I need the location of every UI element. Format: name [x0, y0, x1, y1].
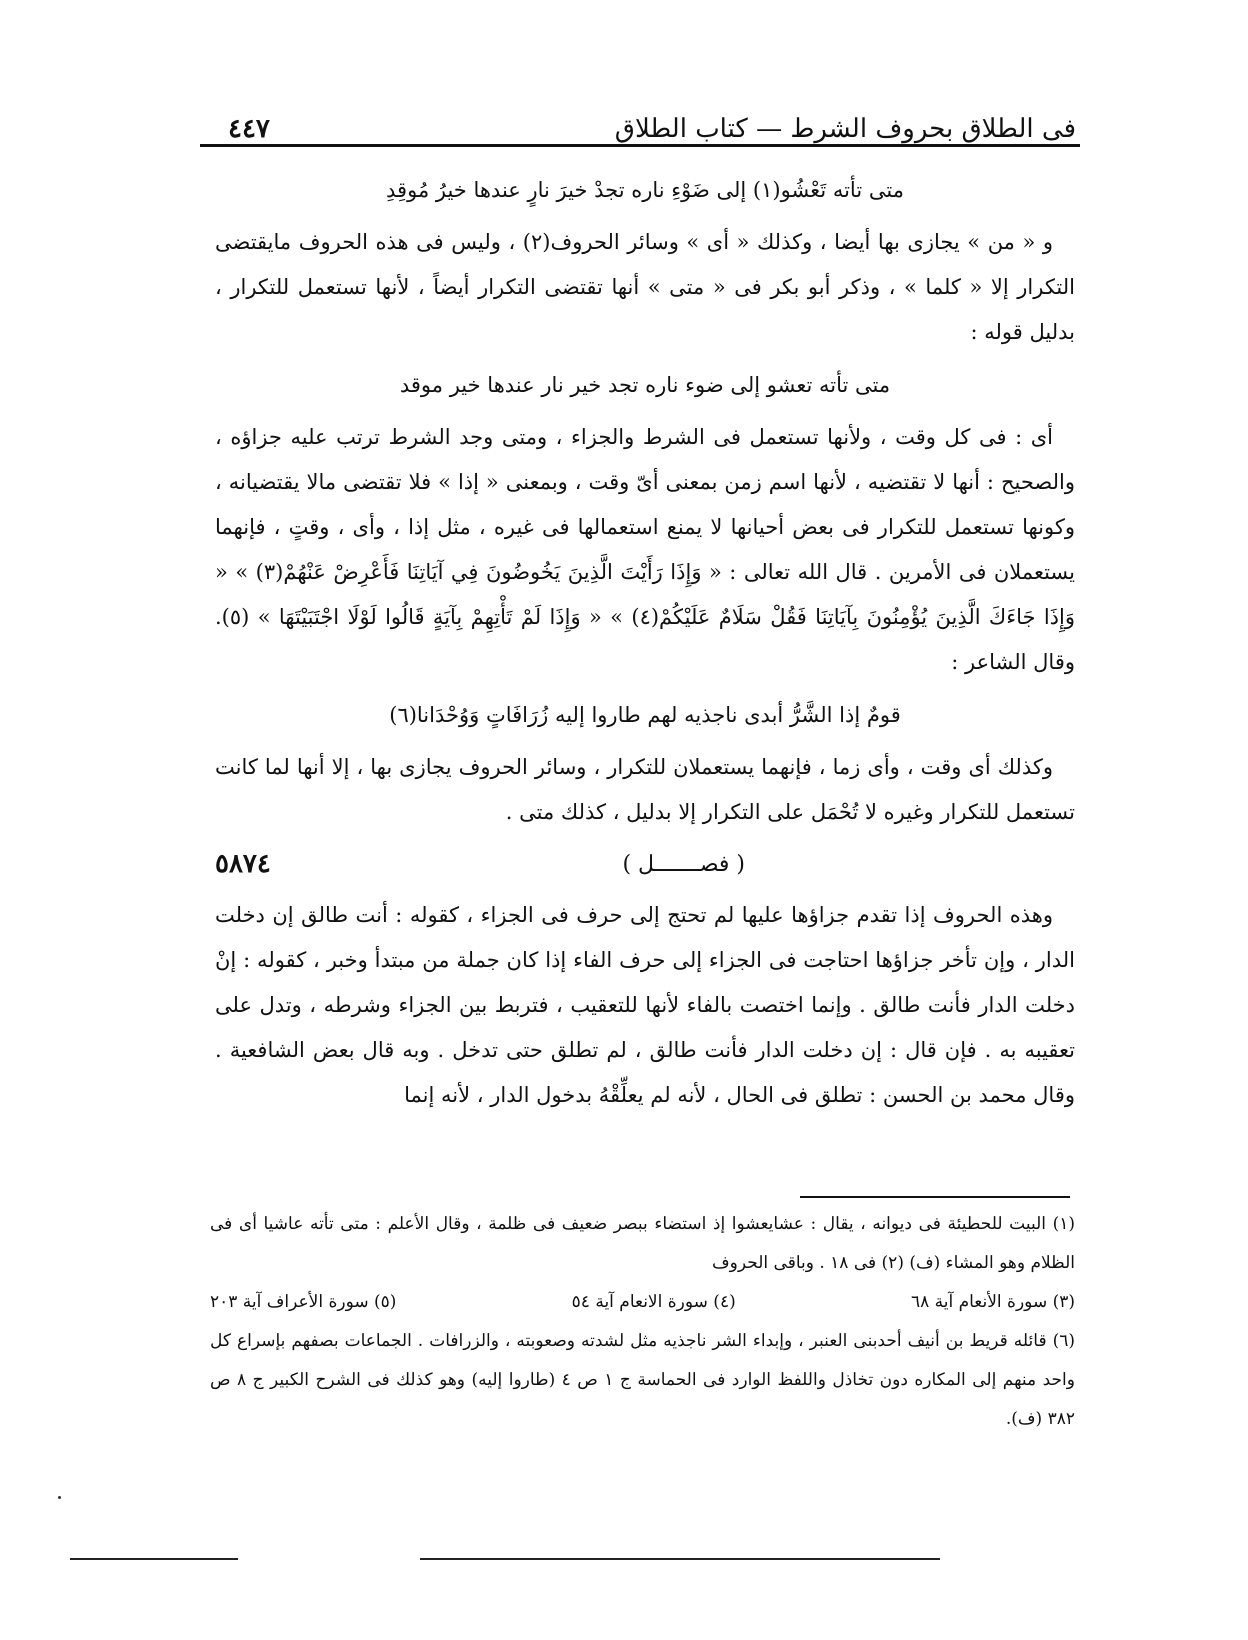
footnotes [210, 1205, 1075, 1439]
section-heading [215, 839, 1075, 889]
paragraph-1: و « من » يجازى بها أيضا ، وكذلك « أى » وسائر الحروف(٢) ، وليس فى هذه الحروف مايقتضى التكرار إلا « كلما » ، وذكر أبو بكر فى « متى » أنها تقتضى التكرار أيضاً ، لأنها تستعمل للتكرار ، بدليل قوله : [215, 230, 1075, 344]
paragraph-3: وكذلك أى وقت ، وأى زما ، فإنهما يستعملان للتكرار ، وسائر الحروف يجازى بها ، إلا أنها لما كانت تستعمل للتكرار وغيره لا تُحْمَل على التكرار إلا بدليل ، كذلك متى . [215, 755, 1075, 824]
footnote-row [210, 1283, 1075, 1322]
footnote-3: (٣) سورة الأنعام آية ٦٨ [910, 1292, 1075, 1312]
section-title: ( فصـــــــل ) [622, 851, 745, 877]
section-number: ٥٨٧٤ [215, 848, 271, 879]
scan-speck [58, 1496, 61, 1499]
paragraph-4: وهذه الحروف إذا تقدم جزاؤها عليها لم تحتج إلى حرف فى الجزاء ، كقوله : أنت طالق إن دخلت الدار ، وإن تأخر جزاؤها احتاجت فى الجزاء إلى حرف الفاء إذا كان جملة من مبتدأ وخبر ، كقوله : إنْ دخلت الدار فأنت طالق . وإنما اختصت بالفاء لأنها للتعقيب ، فتربط بين الجزاء وشرطه ، وتدل على تعقيبه به . فإن قال : إن دخلت الدار فأنت طالق ، لم تطلق حتى تدخل . وبه قال بعض الشافعية . وقال محمد بن الحسن : تطلق فى الحال ، لأنه لم يعلِّقْهُ بدخول الدار ، لأنه إنما [215, 903, 1075, 1107]
bottom-rule-right [420, 1558, 940, 1560]
footnote-5: (٥) سورة الأعراف آية ٢٠٣ [210, 1292, 397, 1312]
page-header [228, 96, 1076, 144]
verse-3: قومٌ إذا الشَّرُّ أبدى ناجذيه لهم طاروا إليه زُرَافَاتٍ وَوُحْدَانا(٦) [389, 703, 901, 727]
running-title: فى الطلاق بحروف الشرط — كتاب الطلاق [614, 114, 1076, 144]
bottom-rule-left [70, 1558, 238, 1560]
main-text [215, 160, 1075, 1118]
verse-2: متى تأته تعشو إلى ضوء ناره تجد خير نار عندها خير موقد [399, 373, 891, 397]
footnote-rule [800, 1196, 1070, 1198]
page-number: ٤٤٧ [228, 114, 270, 144]
header-rule [200, 144, 1080, 147]
paragraph-2: أى : فى كل وقت ، ولأنها تستعمل فى الشرط والجزاء ، ومتى وجد الشرط ترتب عليه جزاؤه ، والصحيح : أنها لا تقتضيه ، لأنها اسم زمن بمعنى أىّ وقت ، وبمعنى « إذا » فلا تقتضى مالا يقتضيانه ، وكونها تستعمل للتكرار فى بعض أحيانها لا يمنع استعمالها فى غيره ، مثل إذا ، وأى ، وقتٍ ، فإنهما يستعملان فى الأمرين . قال الله تعالى : « وَإِذَا رَأَيْتَ الَّذِينَ يَخُوضُونَ فِي آيَاتِنَا فَأَعْرِضْ عَنْهُمْ(٣) » « وَإِذَا جَاءَكَ الَّذِينَ يُؤْمِنُونَ بِآيَاتِنَا فَقُلْ سَلَامٌ عَلَيْكُمْ(٤) » « وَإِذَا لَمْ تَأْتِهِمْ بِآيَةٍ قَالُوا لَوْلَا اجْتَبَيْتَهَا » (٥). وقال الشاعر : [215, 425, 1076, 674]
footnote-1: (١) البيت للحطيئة فى ديوانه ، يقال : عشايعشوا إذ استضاء ببصر ضعيف فى ظلمة ، وقال الأعلم : متى تأته عاشيا أى فى الظلام وهو المشاء (ف) (٢) فى ١٨ . وباقى الحروف [210, 1214, 1075, 1273]
verse-1: متى تأته تَعْشُو(١) إلى ضَوْءِ ناره تجدْ خيرَ نارٍ عندها خيرُ مُوقِدِ [386, 178, 904, 202]
footnote-6: (٦) قائله قريط بن أنيف أحدبنى العنبر ، وإبداء الشر ناجذيه مثل لشدته وصعوبته ، والزرافات . الجماعات بصفهم بإسراع كل واحد منهم إلى المكاره دون تخاذل واللفظ الوارد فى الحماسة ج ١ ص ٤ (طاروا إليه) وهو كذلك فى الشرح الكبير ج ٨ ص ٣٨٢ (ف). [210, 1331, 1075, 1429]
footnote-4: (٤) سورة الانعام آية ٥٤ [571, 1292, 736, 1312]
